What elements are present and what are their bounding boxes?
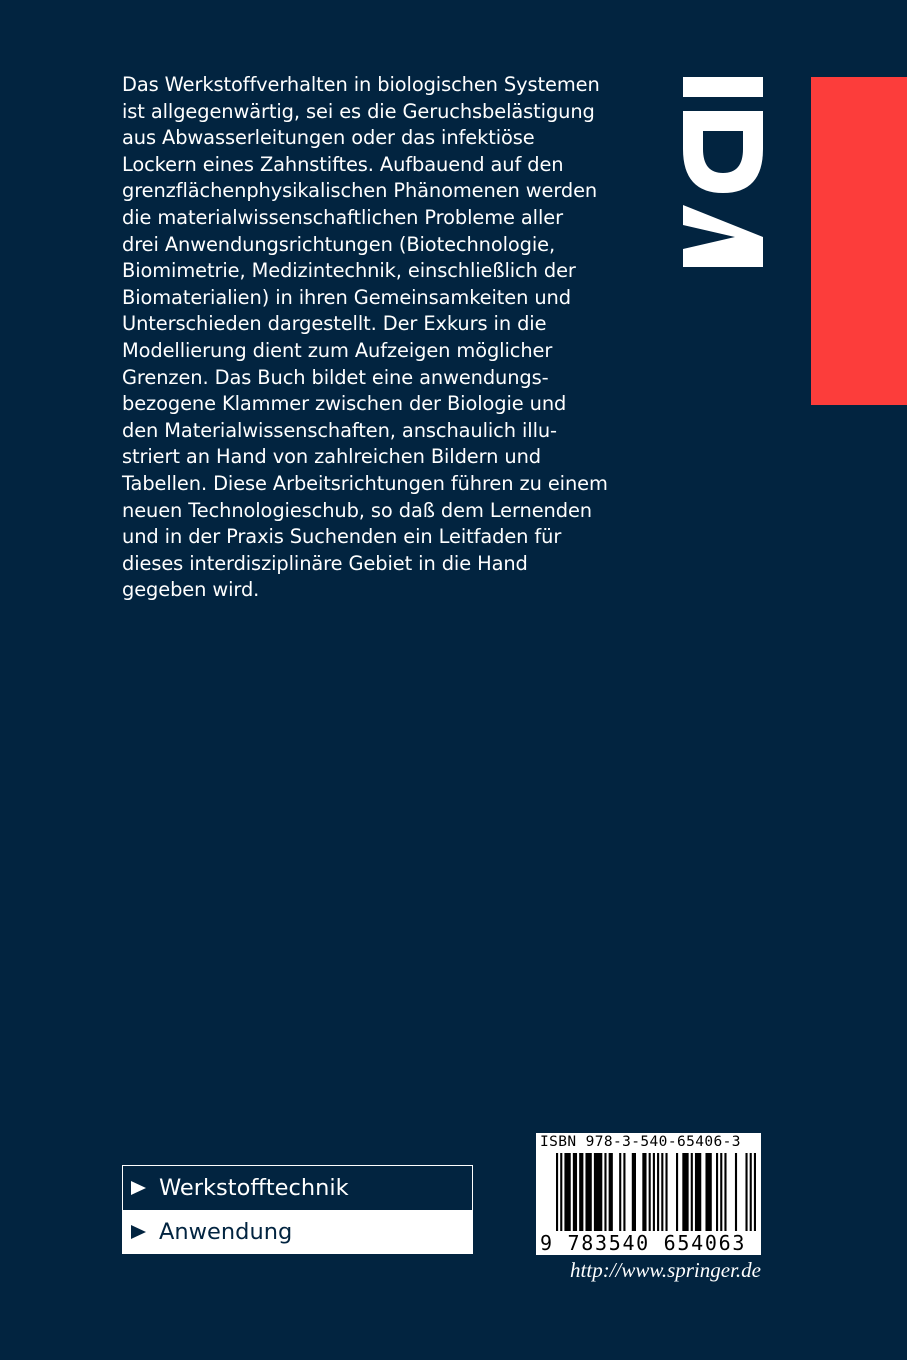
blurb-line: Unterschieden dargestellt. Der Exkurs in die: [122, 312, 547, 336]
barcode-bar: [695, 1153, 701, 1231]
barcode-bar: [657, 1153, 659, 1231]
barcode-bar: [594, 1153, 602, 1231]
barcode-bar: [724, 1153, 726, 1231]
barcode-bar: [750, 1153, 752, 1231]
blurb-line: Modellierung dient zum Aufzeigen möglicher: [122, 338, 553, 362]
triangle-right-icon: [131, 1225, 146, 1239]
blurb-line: bezogene Klammer zwischen der Biologie und: [122, 392, 567, 416]
barcode-bar: [560, 1153, 562, 1231]
barcode-bar: [716, 1153, 718, 1231]
blurb-line: grenzflächenphysikalischen Phänomenen werden: [122, 179, 598, 203]
vdi-letter-v: [683, 205, 763, 267]
barcode-bar: [745, 1153, 747, 1231]
barcode-bar: [705, 1153, 711, 1231]
blurb-line: Grenzen. Das Buch bildet eine anwendungs-: [122, 365, 549, 389]
category-label: Werkstofftechnik: [159, 1174, 349, 1201]
isbn-text: ISBN 978-3-540-65406-3: [540, 1134, 741, 1150]
barcode-bar: [632, 1153, 636, 1231]
blurb-line: drei Anwendungsrichtungen (Biotechnologie,: [122, 232, 556, 256]
blurb-line: ist allgegenwärtig, sei es die Geruchsbelästigung: [122, 99, 595, 123]
barcode-bar: [642, 1153, 646, 1231]
triangle-right-icon: [131, 1181, 146, 1195]
barcode-bar: [735, 1153, 737, 1231]
barcode-bar: [585, 1153, 591, 1231]
barcode-bar: [720, 1153, 722, 1231]
barcode-bar: [653, 1153, 655, 1231]
barcode-bar: [623, 1153, 625, 1231]
category-box: [122, 1165, 473, 1254]
blurb-line: Lockern eines Zahnstiftes. Aufbauend auf den: [122, 152, 564, 176]
blurb-line: und in der Praxis Suchenden ein Leitfaden für: [122, 525, 562, 549]
barcode-bar: [649, 1153, 651, 1231]
blurb-line: Biomimetrie, Medizintechnik, einschließlich der: [122, 259, 576, 283]
barcode-bar: [661, 1153, 663, 1231]
barcode-bar: [573, 1153, 577, 1231]
vdi-letter-d: [683, 111, 763, 193]
blurb-line: gegeben wird.: [122, 578, 260, 602]
barcode-bar: [556, 1153, 558, 1231]
barcode-bar: [754, 1153, 756, 1231]
blurb-line: Tabellen. Diese Arbeitsrichtungen führen zu einem: [122, 471, 608, 495]
category-anwendung: [123, 1210, 472, 1254]
barcode-bar: [564, 1153, 570, 1231]
category-werkstofftechnik: [123, 1166, 472, 1210]
barcode-bar: [691, 1153, 693, 1231]
blurb-line: den Materialwissenschaften, anschaulich illu-: [122, 418, 557, 442]
vdi-letter-i: [683, 77, 763, 97]
publisher-url: http://www.springer.de: [570, 1258, 761, 1282]
blurb-line: neuen Technologieschub, so daß dem Lernenden: [122, 498, 592, 522]
barcode-bar: [676, 1153, 678, 1231]
category-label: Anwendung: [159, 1218, 293, 1245]
blurb-line: striert an Hand von zahlreichen Bildern und: [122, 445, 542, 469]
barcode-bar: [665, 1153, 667, 1231]
red-accent-bar: [811, 77, 907, 405]
blurb-line: aus Abwasserleitungen oder das infektiöse: [122, 126, 535, 150]
blurb-line: die materialwissenschaftlichen Probleme aller: [122, 205, 563, 229]
barcode-box: [536, 1133, 761, 1255]
barcode-bar: [609, 1153, 613, 1231]
vdi-logo: [683, 77, 763, 267]
barcode-bar: [604, 1153, 606, 1231]
barcode-bar: [579, 1153, 583, 1231]
ean-number: 9 783540 654063: [540, 1231, 747, 1255]
barcode-bar: [619, 1153, 621, 1231]
blurb-line: Das Werkstoffverhalten in biologischen Systemen: [122, 73, 600, 96]
barcode-bar: [682, 1153, 688, 1231]
blurb-line: Biomaterialien) in ihren Gemeinsamkeiten und: [122, 285, 571, 309]
blurb-text: [122, 72, 652, 604]
blurb-line: dieses interdisziplinäre Gebiet in die Hand: [122, 551, 528, 575]
